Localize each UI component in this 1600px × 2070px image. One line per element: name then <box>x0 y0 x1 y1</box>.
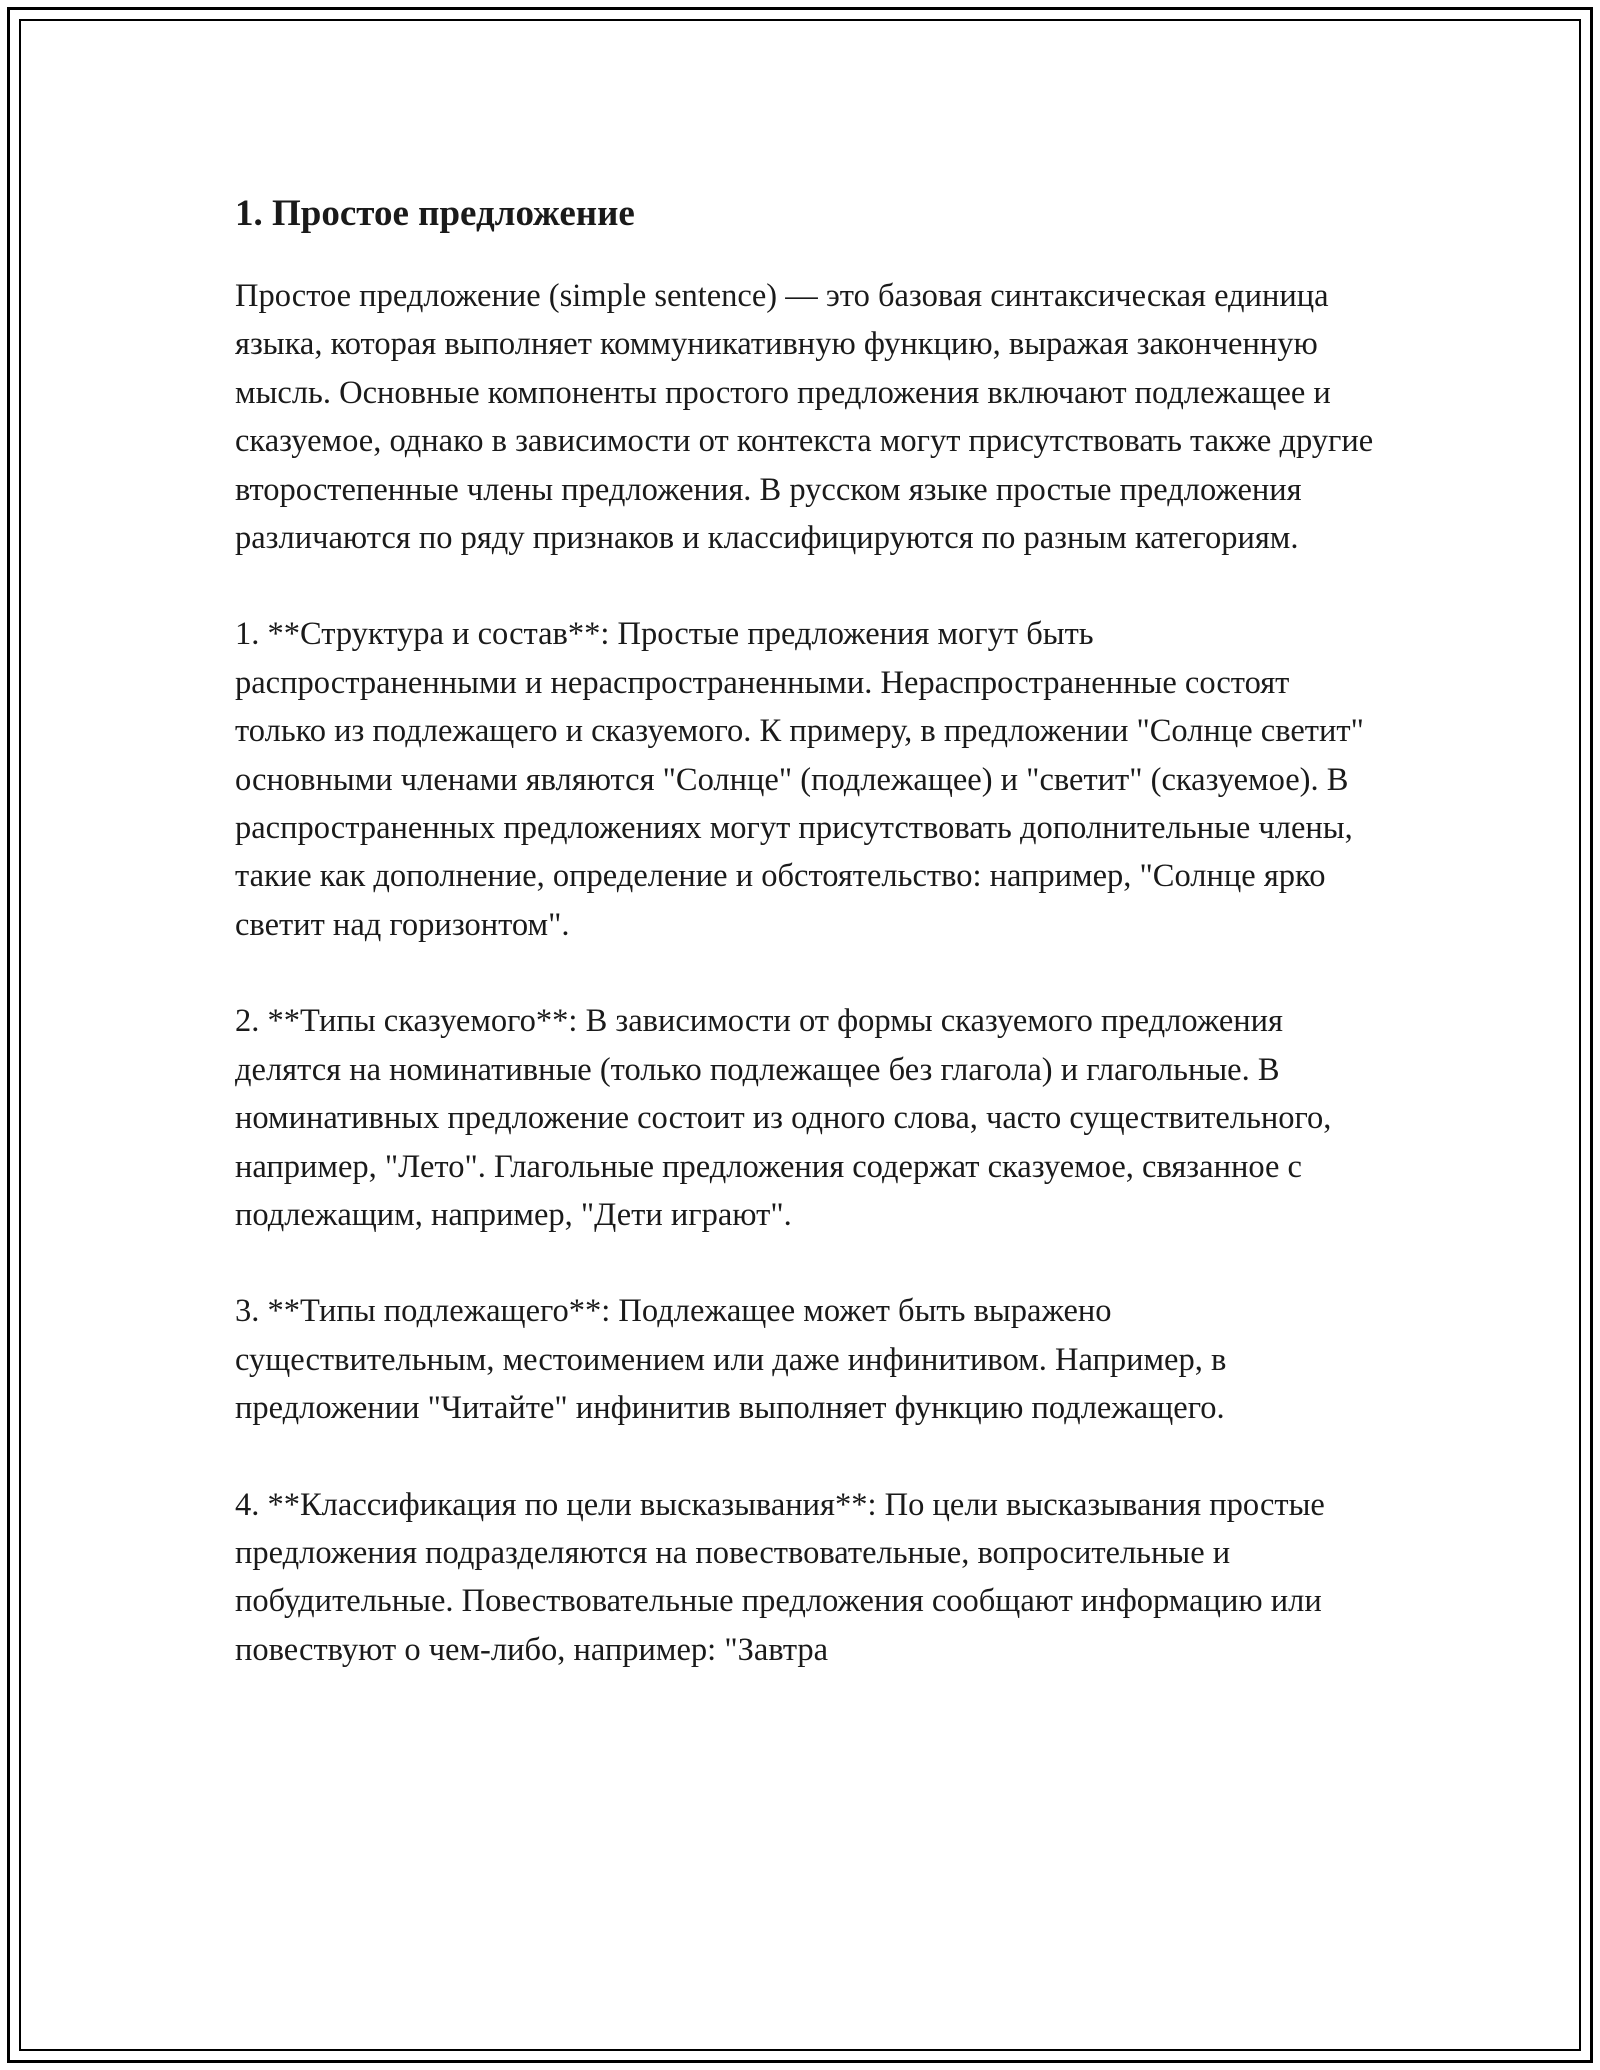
subject-types-paragraph: 3. **Типы подлежащего**: Подлежащее может быть выражено существительным, местоимением или даже инфинитивом. Например, в предложении "Читайте" инфинитив выполняет функцию подлежащего. <box>235 1293 1227 1427</box>
section-title: 1. Простое предложение <box>235 193 635 234</box>
document-body <box>235 190 1375 1674</box>
structure-paragraph: 1. **Структура и состав**: Простые предложения могут быть распространенными и нераспространенными. Нераспространенные состоят только из подлежащего и сказуемого. К примеру, в предложении "Солнце светит" основными членами являются "Солнце" (подлежащее) и "светит" (сказуемое). В распространенных предложениях могут присутствовать дополнительные члены, такие как дополнение, определение и обстоятельство: например, "Солнце ярко светит над горизонтом". <box>235 616 1364 943</box>
purpose-classification-paragraph: 4. **Классификация по цели высказывания**: По цели высказывания простые предложения подразделяются на повествовательные, вопросительные и побудительные. Повествовательные предложения сообщают информацию или повествуют о чем-либо, например: "Завтра <box>235 1486 1325 1668</box>
intro-paragraph: Простое предложение (simple sentence) — это базовая синтаксическая единица языка, которая выполняет коммуникативную функцию, выражая законченную мысль. Основные компоненты простого предложения включают подлежащее и сказуемое, однако в зависимости от контекста могут присутствовать также другие второстепенные члены предложения. В русском языке простые предложения различаются по ряду признаков и классифицируются по разным категориям. <box>235 278 1374 557</box>
predicate-types-paragraph: 2. **Типы сказуемого**: В зависимости от формы сказуемого предложения делятся на номинативные (только подлежащее без глагола) и глагольные. В номинативных предложение состоит из одного слова, часто существительного, например, "Лето". Глагольные предложения содержат сказуемое, связанное с подлежащим, например, "Дети играют". <box>235 1003 1332 1233</box>
